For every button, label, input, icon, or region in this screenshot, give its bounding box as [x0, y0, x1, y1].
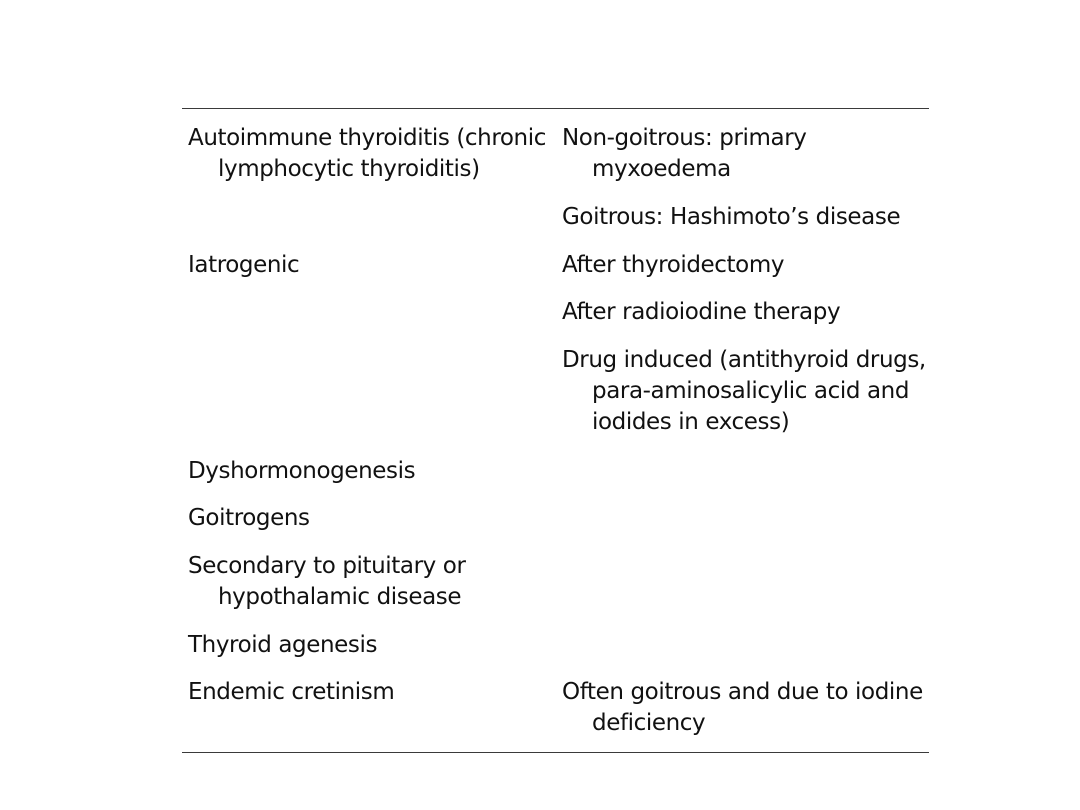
note-cell-after-thyroidectomy	[562, 250, 784, 281]
note-line: iodides in excess)	[592, 409, 790, 435]
note-line: deficiency	[592, 710, 706, 736]
note-line: myxoedema	[592, 156, 731, 182]
cause-cell-autoimmune	[188, 123, 546, 185]
cause-line: lymphocytic thyroiditis)	[218, 156, 480, 182]
note-cell-often-goitrous	[562, 677, 923, 739]
cause-cell-goitrogens	[188, 503, 310, 534]
note-cell-after-radioiodine	[562, 297, 840, 328]
cause-cell-iatrogenic	[188, 250, 299, 281]
cause-line: Iatrogenic	[188, 252, 300, 278]
note-line: Drug induced (antithyroid drugs,	[562, 347, 926, 373]
note-line: Non-goitrous: primary	[562, 125, 807, 151]
note-cell-drug-induced	[562, 345, 926, 438]
cause-line: Secondary to pituitary or	[188, 553, 466, 579]
cause-line: Autoimmune thyroiditis (chronic	[188, 125, 546, 151]
note-line: para-aminosalicylic acid and	[592, 378, 910, 404]
cause-line: Thyroid agenesis	[188, 632, 378, 658]
note-cell-non-goitrous	[562, 123, 807, 185]
note-cell-goitrous	[562, 202, 900, 233]
cause-line: Endemic cretinism	[188, 679, 395, 705]
cause-cell-secondary	[188, 551, 466, 613]
cause-cell-dyshormonogenesis	[188, 456, 415, 487]
cause-line: hypothalamic disease	[218, 584, 462, 610]
note-line: After thyroidectomy	[562, 252, 785, 278]
note-line: Often goitrous and due to iodine	[562, 679, 923, 705]
note-line: After radioiodine therapy	[562, 299, 841, 325]
note-line: Goitrous: Hashimoto’s disease	[562, 204, 901, 230]
cause-cell-endemic-cretinism	[188, 677, 394, 708]
cause-line: Goitrogens	[188, 505, 310, 531]
hypothyroidism-causes-table	[182, 108, 929, 753]
cause-line: Dyshormonogenesis	[188, 458, 416, 484]
cause-cell-thyroid-agenesis	[188, 630, 377, 661]
